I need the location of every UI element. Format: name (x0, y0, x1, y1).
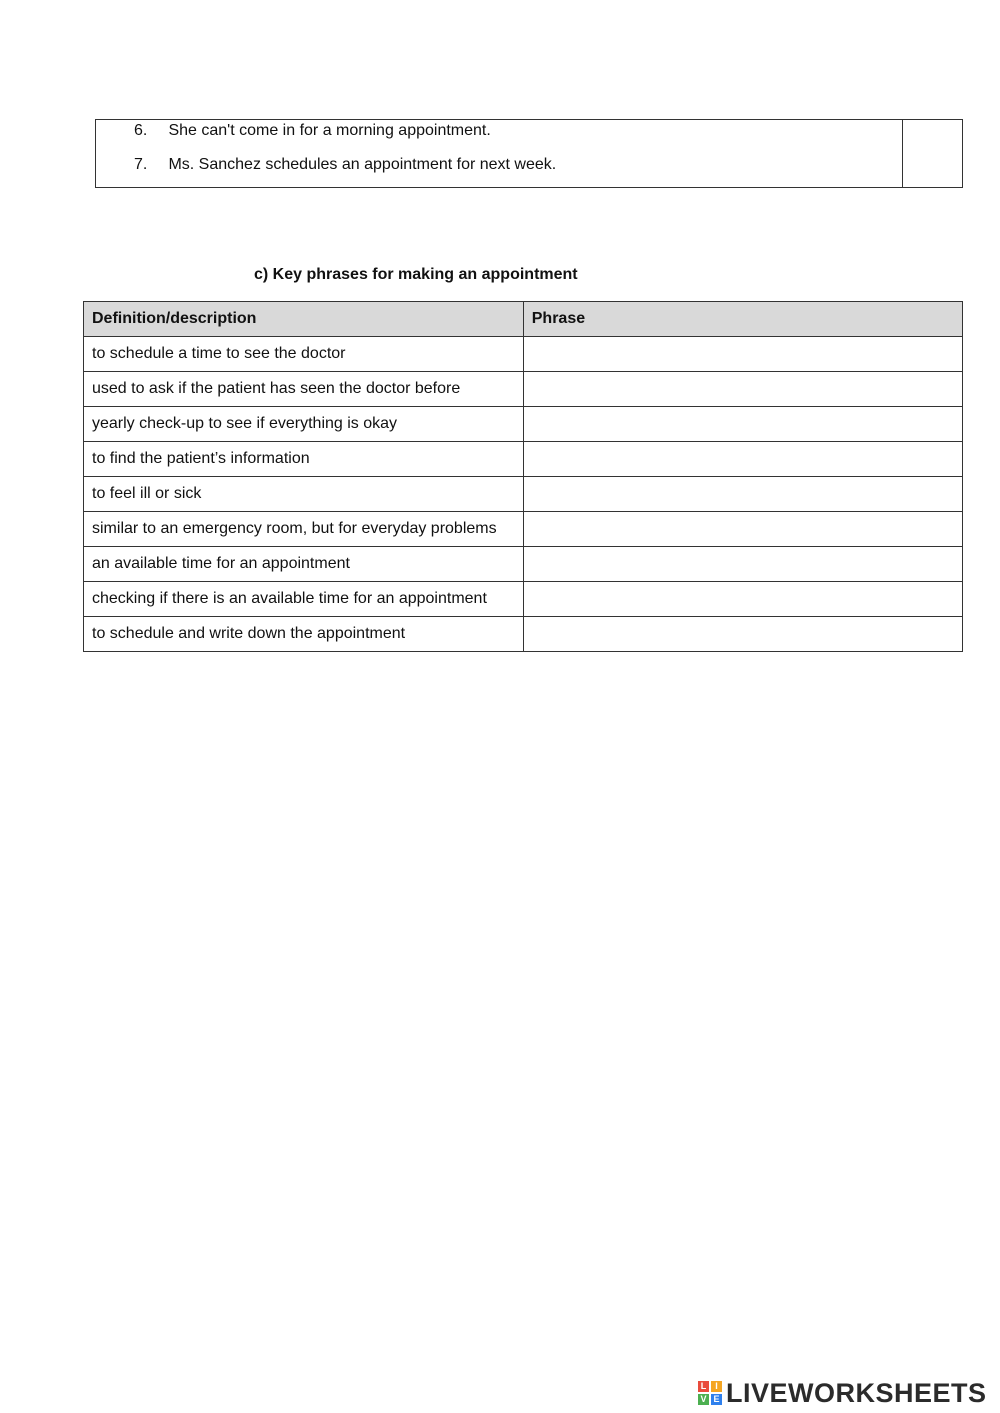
statement-text: She can't come in for a morning appointment. (168, 122, 491, 139)
logo-letter: L (698, 1381, 709, 1392)
definition-cell: an available time for an appointment (84, 547, 524, 582)
table-row (84, 512, 963, 547)
statement-7 (134, 155, 556, 175)
definition-cell: to schedule a time to see the doctor (84, 337, 524, 372)
logo-text: LIVEWORKSHEETS (726, 1377, 987, 1408)
table-row (84, 547, 963, 582)
definition-cell: to feel ill or sick (84, 477, 524, 512)
phrase-cell[interactable] (523, 407, 962, 442)
phrase-cell[interactable] (523, 477, 962, 512)
table-row (84, 617, 963, 652)
phrase-cell[interactable] (523, 617, 962, 652)
phrase-cell[interactable] (523, 512, 962, 547)
definition-cell: to schedule and write down the appointment (84, 617, 524, 652)
phrase-cell[interactable] (523, 442, 962, 477)
logo-letter: I (711, 1381, 722, 1392)
table-header-row (84, 302, 963, 337)
statement-number: 6. (134, 122, 148, 139)
statement-text: Ms. Sanchez schedules an appointment for next week. (168, 156, 557, 173)
definition-cell: yearly check-up to see if everything is okay (84, 407, 524, 442)
liveworksheets-logo (698, 1376, 987, 1410)
table-row (84, 337, 963, 372)
statement-6 (134, 121, 491, 141)
definition-cell: used to ask if the patient has seen the doctor before (84, 372, 524, 407)
header-definition: Definition/description (84, 302, 524, 337)
phrase-cell[interactable] (523, 372, 962, 407)
definition-cell: checking if there is an available time for an appointment (84, 582, 524, 617)
phrase-cell[interactable] (523, 547, 962, 582)
phrase-cell[interactable] (523, 582, 962, 617)
table-row (84, 407, 963, 442)
logo-mark-icon (698, 1381, 722, 1405)
definition-cell: similar to an emergency room, but for everyday problems (84, 512, 524, 547)
table-row (84, 582, 963, 617)
header-phrase: Phrase (523, 302, 962, 337)
logo-letter: E (711, 1394, 722, 1405)
key-phrases-table (83, 301, 963, 652)
definition-cell: to find the patient’s information (84, 442, 524, 477)
logo-letter: V (698, 1394, 709, 1405)
table-row (84, 372, 963, 407)
section-heading: c) Key phrases for making an appointment (254, 266, 578, 283)
statement-number: 7. (134, 156, 148, 173)
table-row (84, 442, 963, 477)
answer-cell[interactable] (902, 120, 962, 187)
statements-table (95, 119, 963, 188)
phrase-cell[interactable] (523, 337, 962, 372)
table-row (84, 477, 963, 512)
